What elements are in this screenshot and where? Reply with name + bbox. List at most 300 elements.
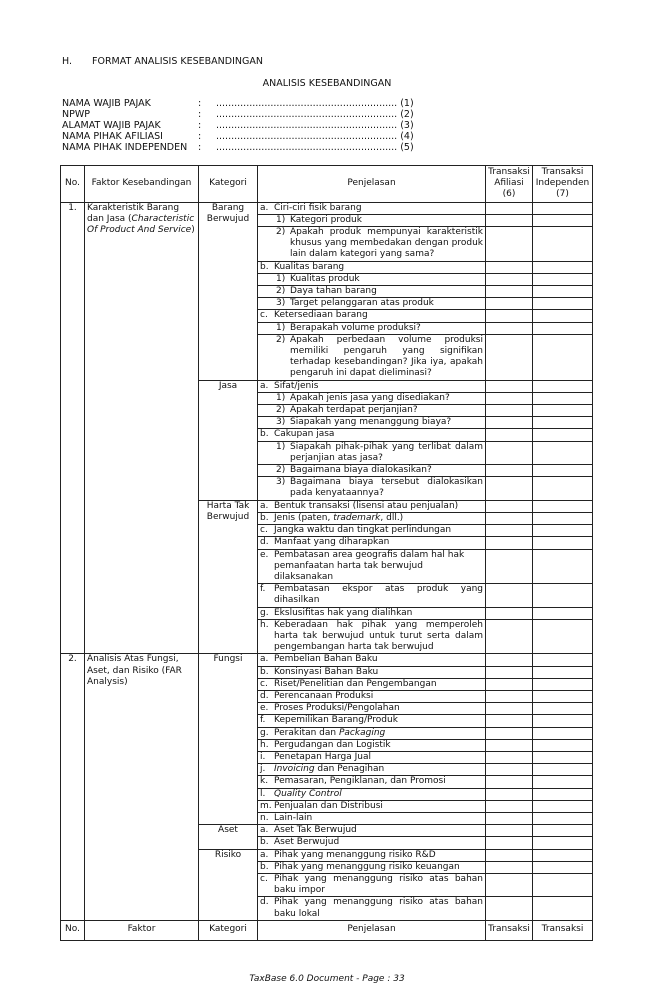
independen-cell[interactable] [533,715,593,727]
field-value: ............................................................ (1) [216,98,414,109]
afiliasi-cell[interactable] [486,202,533,214]
afiliasi-cell[interactable] [486,800,533,812]
independen-cell[interactable] [533,825,593,837]
penjelasan-cell [258,298,486,310]
list-item [260,789,483,800]
list-item [260,667,483,678]
text-segment: Quality Control [274,788,342,799]
item-marker: b. [260,429,269,440]
field-value: ............................................................ (5) [216,142,414,153]
independen-cell[interactable] [533,751,593,763]
penjelasan-cell [258,525,486,537]
list-item [260,813,483,824]
afiliasi-cell[interactable] [486,654,533,666]
item-text: Kepemilikan Barang/Produk [274,715,398,726]
item-text: Pihak yang menanggung risiko R&D [274,849,436,860]
independen-cell[interactable] [533,417,593,429]
item-text: Ketersediaan barang [274,310,368,321]
afiliasi-cell[interactable] [486,703,533,715]
text-segment: Characteristic Of Product And Service [87,213,195,236]
list-item [260,501,483,512]
item-marker: 1) [276,392,286,403]
field-colon: : [198,109,202,120]
afiliasi-cell[interactable] [486,537,533,549]
list-item [260,393,483,404]
item-text: Cakupan jasa [274,429,335,440]
item-text: Pihak yang menanggung risiko atas bahan baku impor [274,873,483,896]
penjelasan-cell [258,227,486,262]
afiliasi-cell[interactable] [486,788,533,800]
list-item [260,537,483,548]
section-heading [62,56,263,67]
afiliasi-cell[interactable] [486,666,533,678]
section-label: H. [62,56,72,67]
header-independen: Transaksi [533,920,593,940]
penjelasan-cell [258,500,486,512]
afiliasi-cell[interactable] [486,739,533,751]
kategori-cell: Risiko [199,849,258,920]
row-number: 1. [61,202,85,654]
independen-cell[interactable] [533,849,593,861]
afiliasi-cell[interactable] [486,429,533,441]
penjelasan-cell [258,322,486,334]
penjelasan-cell [258,800,486,812]
item-text [274,728,483,739]
faktor-cell [85,654,199,920]
item-marker: f. [260,584,266,595]
penjelasan-cell [258,334,486,380]
afiliasi-cell[interactable] [486,690,533,702]
list-item [260,274,483,285]
item-marker: d. [260,537,269,548]
independen-cell[interactable] [533,861,593,873]
list-item [260,310,483,321]
field-colon: : [198,142,202,153]
item-text: Aset Tak Berwujud [274,825,357,836]
penjelasan-cell [258,751,486,763]
afiliasi-cell[interactable] [486,227,533,262]
independen-cell[interactable] [533,392,593,404]
list-item [260,703,483,714]
item-text [274,513,483,524]
afiliasi-cell[interactable] [486,273,533,285]
independen-cell[interactable] [533,607,593,619]
text-segment: Perakitan dan [274,727,339,738]
item-text: Perencanaan Produksi [274,690,374,701]
penjelasan-cell [258,690,486,702]
list-item [260,584,483,606]
item-marker: i. [260,751,266,762]
item-marker: e. [260,703,269,714]
independen-cell[interactable] [533,286,593,298]
kategori-cell: Harta Tak Berwujud [199,500,258,654]
table-header-row [61,166,593,203]
item-text: Kategori produk [290,214,362,225]
penjelasan-cell [258,441,486,464]
list-item [260,752,483,763]
afiliasi-cell[interactable] [486,525,533,537]
independen-cell[interactable] [533,322,593,334]
item-text: Daya tahan barang [290,286,377,297]
comparability-table [60,165,593,941]
item-marker: 2) [276,465,286,476]
independen-cell[interactable] [533,227,593,262]
item-marker: b. [260,512,269,523]
item-text: Proses Produksi/Pengolahan [274,703,400,714]
header-faktor: Faktor [85,920,199,940]
afiliasi-cell[interactable] [486,727,533,739]
item-marker: 3) [276,417,286,428]
afiliasi-cell[interactable] [486,465,533,477]
item-text: Pemasaran, Pengiklanan, dan Promosi [274,776,446,787]
item-text: Aset Berwujud [274,837,340,848]
text-segment: ) [191,225,195,236]
item-text: Apakah produk mempunyai karakteristik khusus yang membedakan dengan produk lain dalam kategori yang sama? [290,227,483,260]
afiliasi-cell[interactable] [486,873,533,896]
item-marker: 3) [276,477,286,488]
independen-cell[interactable] [533,298,593,310]
item-text: Ekslusifitas hak yang dialihkan [274,607,413,618]
independen-cell[interactable] [533,619,593,654]
item-marker: 1) [276,273,286,284]
item-text: Siapakah yang menanggung biaya? [290,417,452,428]
independen-cell[interactable] [533,537,593,549]
item-marker: l. [260,788,266,799]
list-item [260,298,483,309]
independen-cell[interactable] [533,261,593,273]
faktor-cell [85,202,199,654]
text-segment: , dll.) [380,512,404,523]
item-text: Keberadaan hak pihak yang memperoleh harta tak berwujud untuk turut serta dalam pengembangan harta tak berwujud [274,619,483,653]
text-segment: Jenis (paten, [274,512,334,523]
item-text: Lain-lain [274,812,313,823]
field-label: NAMA PIHAK INDEPENDEN [62,142,188,153]
item-marker: c. [260,525,268,536]
afiliasi-cell[interactable] [486,477,533,500]
afiliasi-cell[interactable] [486,764,533,776]
independen-cell[interactable] [533,654,593,666]
item-marker: a. [260,500,269,511]
afiliasi-cell[interactable] [486,334,533,380]
independen-cell[interactable] [533,477,593,500]
penjelasan-cell [258,261,486,273]
text-segment: Invoicing [274,764,315,775]
afiliasi-cell[interactable] [486,405,533,417]
item-marker: b. [260,861,269,872]
penjelasan-cell [258,512,486,524]
list-item [260,323,483,334]
item-text: Penjualan dan Distribusi [274,800,383,811]
independen-cell[interactable] [533,549,593,584]
section-title: FORMAT ANALISIS KESEBANDINGAN [92,56,263,67]
afiliasi-cell[interactable] [486,549,533,584]
list-item [260,227,483,261]
list-item [260,862,483,873]
afiliasi-cell[interactable] [486,678,533,690]
independen-cell[interactable] [533,788,593,800]
item-marker: g. [260,607,269,618]
list-item [260,897,483,919]
afiliasi-cell[interactable] [486,214,533,226]
text-segment: trademark [333,512,381,523]
penjelasan-cell [258,678,486,690]
afiliasi-cell[interactable] [486,812,533,824]
penjelasan-cell [258,392,486,404]
afiliasi-cell[interactable] [486,380,533,392]
field-colon: : [198,131,202,142]
text-segment: dan Penagihan [314,764,385,775]
independen-cell[interactable] [533,703,593,715]
item-marker: a. [260,849,269,860]
independen-cell[interactable] [533,837,593,849]
field-value: ............................................................ (2) [216,109,414,120]
header-kategori: Kategori [199,920,258,940]
item-text: Manfaat yang diharapkan [274,537,390,548]
kategori-cell: Barang Berwujud [199,202,258,380]
penjelasan-cell [258,417,486,429]
field-value: ............................................................ (4) [216,131,414,142]
table-row [61,202,593,214]
item-text: Siapakah pihak-pihak yang terlibat dalam perjanjian atas jasa? [290,441,483,463]
afiliasi-cell[interactable] [486,776,533,788]
list-item [260,837,483,848]
field-row [62,131,414,142]
afiliasi-cell[interactable] [486,310,533,322]
afiliasi-cell[interactable] [486,849,533,861]
text-segment: Packaging [338,727,386,738]
header-afiliasi: Transaksi [486,920,533,940]
list-item [260,550,483,584]
kategori-cell: Jasa [199,380,258,500]
list-item [260,728,483,739]
independen-cell[interactable] [533,405,593,417]
item-text: Pembatasan ekspor atas produk yang dihasilkan [274,584,483,606]
item-marker: b. [260,666,269,677]
afiliasi-cell[interactable] [486,322,533,334]
item-marker: d. [260,690,269,701]
penjelasan-cell [258,654,486,666]
list-item [260,442,483,464]
text-segment: Karakteristik Barang dan Jasa ( [87,202,180,224]
list-item [260,405,483,416]
field-row [62,98,414,109]
afiliasi-cell[interactable] [486,417,533,429]
field-colon: : [198,120,202,131]
independen-cell[interactable] [533,214,593,226]
independen-cell[interactable] [533,739,593,751]
list-item [260,262,483,273]
penjelasan-cell [258,380,486,392]
item-text: Kualitas barang [274,261,345,272]
row-number: 2. [61,654,85,920]
item-marker: b. [260,837,269,848]
item-marker: 2) [276,227,286,238]
penjelasan-cell [258,666,486,678]
afiliasi-cell[interactable] [486,441,533,464]
list-item [260,429,483,440]
independen-cell[interactable] [533,310,593,322]
item-text: Berapakah volume produksi? [290,322,421,333]
item-marker: b. [260,261,269,272]
item-marker: n. [260,812,269,823]
item-marker: 2) [276,405,286,416]
independen-cell[interactable] [533,512,593,524]
afiliasi-cell[interactable] [486,825,533,837]
penjelasan-cell [258,788,486,800]
field-label: NAMA WAJIB PAJAK [62,98,151,109]
afiliasi-cell[interactable] [486,261,533,273]
item-marker: k. [260,776,269,787]
item-marker: d. [260,897,269,908]
item-text: Pihak yang menanggung risiko atas bahan baku lokal [274,897,483,919]
field-colon: : [198,98,202,109]
independen-cell[interactable] [533,500,593,512]
list-item [260,465,483,476]
list-item [260,477,483,499]
item-text: Sifat/jenis [274,380,319,391]
list-item [260,691,483,702]
penjelasan-cell [258,727,486,739]
independen-cell[interactable] [533,812,593,824]
penjelasan-cell [258,429,486,441]
list-item [260,740,483,751]
penjelasan-cell [258,703,486,715]
field-label: ALAMAT WAJIB PAJAK [62,120,161,131]
penjelasan-cell [258,549,486,584]
independen-cell[interactable] [533,764,593,776]
list-item [260,801,483,812]
penjelasan-cell [258,776,486,788]
independen-cell[interactable] [533,429,593,441]
list-item [260,335,483,380]
field-value: ............................................................ (3) [216,120,414,131]
item-marker: 2) [276,334,286,345]
independen-cell[interactable] [533,465,593,477]
afiliasi-cell[interactable] [486,619,533,654]
field-label: NPWP [62,109,90,120]
page-footer: TaxBase 6.0 Document - Page : 33 [249,974,405,984]
independen-cell[interactable] [533,800,593,812]
item-marker: g. [260,727,269,738]
item-marker: 1) [276,214,286,225]
list-item [260,679,483,690]
item-marker: h. [260,619,269,630]
independen-cell[interactable] [533,897,593,920]
penjelasan-cell [258,214,486,226]
list-item [260,850,483,861]
list-item [260,715,483,726]
penjelasan-cell [258,537,486,549]
independen-cell[interactable] [533,666,593,678]
independen-cell[interactable] [533,441,593,464]
table-footer-header-row [61,920,593,940]
item-text: Jangka waktu dan tingkat perlindungan [274,525,452,536]
item-marker: a. [260,825,269,836]
identity-fields [62,98,414,153]
independen-cell[interactable] [533,380,593,392]
independen-cell[interactable] [533,678,593,690]
penjelasan-cell [258,273,486,285]
item-marker: c. [260,678,268,689]
list-item [260,525,483,536]
item-text: Konsinyasi Bahan Baku [274,666,379,677]
text-segment: Analisis Atas Fungsi, Aset, dan Risiko (FAR Analysis) [87,654,182,687]
kategori-cell: Fungsi [199,654,258,825]
afiliasi-cell[interactable] [486,500,533,512]
item-marker: c. [260,310,268,321]
afiliasi-cell[interactable] [486,286,533,298]
afiliasi-cell[interactable] [486,715,533,727]
item-marker: a. [260,380,269,391]
afiliasi-cell[interactable] [486,861,533,873]
item-marker: m. [260,800,272,811]
item-text: Pergudangan dan Logistik [274,739,391,750]
penjelasan-cell [258,405,486,417]
item-text: Bagaimana biaya dialokasikan? [290,465,432,476]
field-row [62,142,414,153]
list-item [260,215,483,226]
item-text: Apakah perbedaan volume produksi memiliki pengaruh yang signifikan terhadap kesebandingan? Jika iya, apakah pengaruh ini dapat dieliminasi? [290,334,483,379]
item-text: Pihak yang menanggung risiko keuangan [274,861,460,872]
item-marker: j. [260,764,266,775]
list-item [260,776,483,787]
list-item [260,203,483,214]
item-marker: h. [260,739,269,750]
item-text: Kualitas produk [290,273,360,284]
afiliasi-cell[interactable] [486,584,533,607]
item-marker: a. [260,654,269,665]
independen-cell[interactable] [533,727,593,739]
independen-cell[interactable] [533,334,593,380]
independen-cell[interactable] [533,525,593,537]
header-kategori: Kategori [199,166,258,203]
document-title: ANALISIS KESEBANDINGAN [262,78,392,89]
penjelasan-cell [258,825,486,837]
item-text [274,789,483,800]
afiliasi-cell[interactable] [486,298,533,310]
penjelasan-cell [258,715,486,727]
list-item [260,513,483,524]
kategori-cell: Aset [199,825,258,849]
afiliasi-cell[interactable] [486,607,533,619]
afiliasi-cell[interactable] [486,897,533,920]
afiliasi-cell[interactable] [486,837,533,849]
penjelasan-cell [258,202,486,214]
independen-cell[interactable] [533,776,593,788]
penjelasan-cell [258,837,486,849]
afiliasi-cell[interactable] [486,512,533,524]
item-text: Target pelanggaran atas produk [290,298,434,309]
independen-cell[interactable] [533,273,593,285]
independen-cell[interactable] [533,584,593,607]
item-marker: e. [260,549,269,560]
penjelasan-cell [258,861,486,873]
list-item [260,825,483,836]
afiliasi-cell[interactable] [486,751,533,763]
item-text: Bentuk transaksi (lisensi atau penjualan) [274,500,459,511]
independen-cell[interactable] [533,690,593,702]
item-text: Bagaimana biaya tersebut dialokasikan pada kenyataannya? [290,477,483,499]
list-item [260,620,483,654]
independen-cell[interactable] [533,202,593,214]
item-text: Pembatasan area geografis dalam hal hak pemanfaatan harta tak berwujud dilaksanakan [274,549,465,582]
header-faktor: Faktor Kesebandingan [85,166,199,203]
list-item [260,874,483,896]
list-item [260,654,483,665]
afiliasi-cell[interactable] [486,392,533,404]
penjelasan-cell [258,849,486,861]
independen-cell[interactable] [533,873,593,896]
